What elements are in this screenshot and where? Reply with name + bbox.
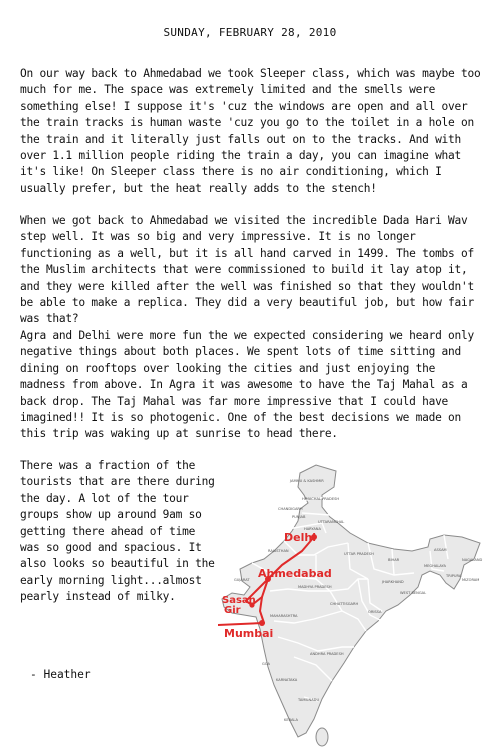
state-label-tn: TAMILNADU <box>298 698 320 702</box>
city-label-gir: Gir <box>224 605 241 616</box>
state-label-assam: ASSAM <box>434 548 447 552</box>
state-label-nagaland: NAGALAND <box>462 558 483 562</box>
mumbai-marker <box>259 620 265 626</box>
state-label-chandigarh: CHANDIGARH <box>278 507 303 511</box>
paragraph-agra-delhi: Agra and Delhi were more fun the we expected considering we heard only negative things about both places. We spent lots of time sitting and dining on rooftops over looking the cities and just enjoying the madness from above. In Agra it was awesome to have the Taj Mahal as a back drop. The Taj Mahal was far more impressive that I could have imagined!! It is so photogenic. One of the best decisions we made on this trip was waking up at sunrise to head there. <box>20 329 474 441</box>
city-label-mumbai: Mumbai <box>224 627 274 640</box>
city-label-ahmedabad: Ahmedabad <box>258 567 332 580</box>
state-label-goa: GOA <box>262 662 271 666</box>
state-label-kerala: KERALA <box>284 718 298 722</box>
paragraph-taj-sunrise: There was a fraction of the tourists that are there during the day. A lot of the tour groups show up around 9am so getting there ahead of time was so good and spacious. It also looks so beautiful in the early morning light...almost pearly instead of milky. <box>20 459 215 604</box>
state-label-maharashtra: MAHARASHTRA <box>270 614 298 618</box>
city-label-sasan: Sasan <box>222 595 256 606</box>
state-label-bihar: BIHAR <box>388 558 400 562</box>
journal-date: SUNDAY, FEBRUARY 28, 2010 <box>163 26 337 39</box>
state-label-gujarat: GUJARAT <box>234 578 250 582</box>
state-label-wb: WEST BENGAL <box>400 591 427 595</box>
state-label-tripura: TRIPURA <box>446 574 462 578</box>
state-label-ap: ANDHRA PRADESH <box>310 652 344 656</box>
state-label-hp: HIMACHAL PRADESH <box>302 497 340 501</box>
state-label-mizoram: MIZORAM <box>462 578 480 582</box>
state-label-karnataka: KARNATAKA <box>276 678 298 682</box>
state-label-uttaranchal: UTTARANCHAL <box>318 520 345 524</box>
state-label-jk: JAMMU & KASHMIR <box>290 479 324 483</box>
state-label-orissa: ORISSA <box>368 610 382 614</box>
paragraph-sleeper-class: On our way back to Ahmedabad we took Sleeper class, which was maybe too much for me. The space was extremely limited and the smells were something else! I suppose it's 'cuz the windows are open and all over the train tracks is human waste 'cuz you go to the toilet in a hole on the train and it literally just falls out on to the tracks. And with over 1.1 million people riding the train a day, you can imagine what it's like! On Sleeper class there is no air conditioning, which I usually prefer, but the heat really adds to the stench! <box>20 67 481 195</box>
state-label-chhattisgarh: CHHATTISGARH <box>330 602 359 606</box>
state-label-up: UTTAR PRADESH <box>344 552 374 556</box>
state-label-haryana: HARYANA <box>304 527 321 531</box>
signature: - Heather <box>30 668 91 681</box>
state-label-mp: MADHYA PRADESH <box>298 585 332 589</box>
city-label-delhi: Delhi <box>284 531 316 544</box>
india-map-svg <box>218 451 490 748</box>
state-label-meghalaya: MEGHALAYA <box>424 564 446 568</box>
state-label-jharkhand: JHARKHAND <box>382 580 404 584</box>
state-label-punjab: PUNJAB <box>292 515 306 519</box>
state-label-rajasthan: RAJASTHAN <box>268 549 289 553</box>
paragraph-step-well: When we got back to Ahmedabad we visited the incredible Dada Hari Wav step well. It was so big and very impressive. It is no longer functioning as a well, but it is all hand carved in 1499. The tombs of the Muslim architects that were commissioned to build it lay atop it, and they were killed after the well was finished so that they wouldn't be able to make a replica. They did a very beautiful job, but how fair was that? <box>20 214 474 326</box>
india-route-map <box>218 451 490 748</box>
sri-lanka-outline <box>316 728 328 746</box>
